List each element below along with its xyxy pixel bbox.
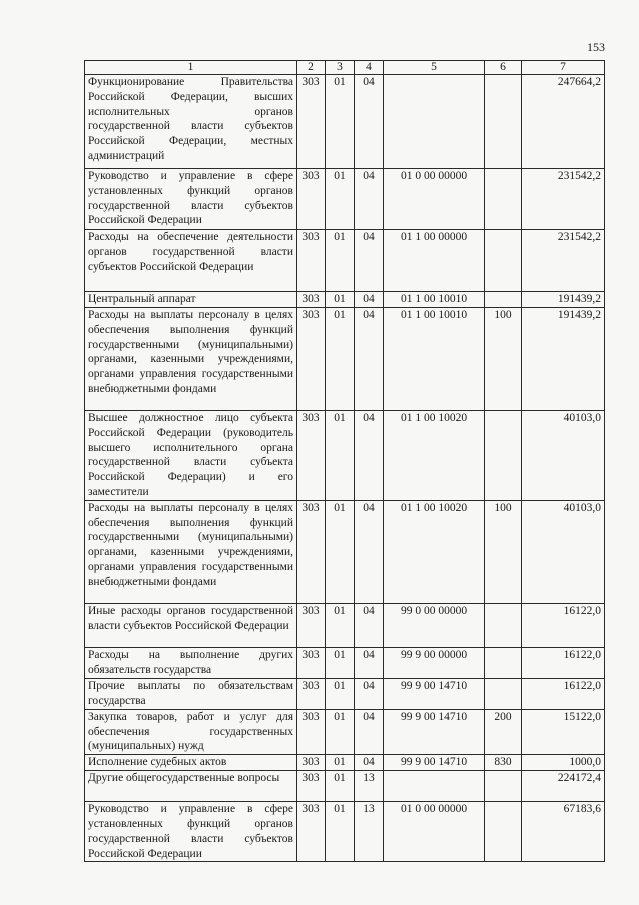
column-header-6: 6 — [485, 61, 522, 75]
amount: 224172,4 — [522, 771, 605, 802]
ministry-code: 303 — [297, 603, 326, 647]
ministry-code: 303 — [297, 75, 326, 169]
section-code: 01 — [326, 500, 355, 603]
expense-name: Высшее должностное лицо субъекта Российской Федерации (руководитель высшего исполнительного органа государственной власти субъекта Российской Федерации) и его заместители — [85, 411, 297, 501]
amount: 40103,0 — [522, 411, 605, 501]
subsection-code: 13 — [355, 802, 384, 862]
expense-type-code: 100 — [485, 500, 522, 603]
target-article-code: 99 9 00 00000 — [384, 647, 485, 678]
section-code: 01 — [326, 308, 355, 411]
target-article-code: 99 0 00 00000 — [384, 603, 485, 647]
table-row — [85, 647, 605, 678]
table-row — [85, 802, 605, 862]
subsection-code: 04 — [355, 755, 384, 771]
target-article-code — [384, 771, 485, 802]
amount: 16122,0 — [522, 603, 605, 647]
expense-name: Расходы на обеспечение деятельности органов государственной власти субъектов Российской Федерации — [85, 230, 297, 292]
table-row — [85, 411, 605, 501]
amount: 231542,2 — [522, 230, 605, 292]
target-article-code: 01 1 00 00000 — [384, 230, 485, 292]
table-row — [85, 771, 605, 802]
amount: 16122,0 — [522, 678, 605, 709]
ministry-code: 303 — [297, 802, 326, 862]
target-article-code: 01 1 00 10010 — [384, 292, 485, 308]
expense-name: Функционирование Правительства Российской Федерации, высших исполнительных органов государственной власти субъектов Российской Федерации, местных администраций — [85, 75, 297, 169]
section-code: 01 — [326, 292, 355, 308]
expense-name: Прочие выплаты по обязательствам государства — [85, 678, 297, 709]
target-article-code: 01 0 00 00000 — [384, 169, 485, 230]
ministry-code: 303 — [297, 308, 326, 411]
target-article-code: 01 1 00 10020 — [384, 411, 485, 501]
table-row — [85, 603, 605, 647]
expense-type-code — [485, 292, 522, 308]
amount: 247664,2 — [522, 75, 605, 169]
expense-name: Расходы на выплаты персоналу в целях обеспечения выполнения функций государственными (муниципальными) органами, казенными учреждениями, органами управления государственными внебюджетными фондами — [85, 500, 297, 603]
section-code: 01 — [326, 709, 355, 754]
column-header-7: 7 — [522, 61, 605, 75]
target-article-code: 01 1 00 10020 — [384, 500, 485, 603]
section-code: 01 — [326, 169, 355, 230]
subsection-code: 04 — [355, 647, 384, 678]
expense-type-code: 200 — [485, 709, 522, 754]
subsection-code: 04 — [355, 603, 384, 647]
subsection-code: 04 — [355, 411, 384, 501]
table-row — [85, 169, 605, 230]
table-row — [85, 308, 605, 411]
table-row — [85, 500, 605, 603]
amount: 191439,2 — [522, 308, 605, 411]
target-article-code: 01 1 00 10010 — [384, 308, 485, 411]
expense-type-code — [485, 771, 522, 802]
expense-type-code: 830 — [485, 755, 522, 771]
expense-type-code — [485, 647, 522, 678]
subsection-code: 04 — [355, 292, 384, 308]
amount: 191439,2 — [522, 292, 605, 308]
section-code: 01 — [326, 230, 355, 292]
ministry-code: 303 — [297, 411, 326, 501]
amount: 1000,0 — [522, 755, 605, 771]
column-header-4: 4 — [355, 61, 384, 75]
subsection-code: 04 — [355, 75, 384, 169]
expense-type-code — [485, 230, 522, 292]
section-code: 01 — [326, 603, 355, 647]
amount: 16122,0 — [522, 647, 605, 678]
target-article-code: 99 9 00 14710 — [384, 678, 485, 709]
table-row — [85, 678, 605, 709]
section-code: 01 — [326, 411, 355, 501]
ministry-code: 303 — [297, 709, 326, 754]
expense-name: Закупка товаров, работ и услуг для обеспечения государственных (муниципальных) нужд — [85, 709, 297, 754]
section-code: 01 — [326, 75, 355, 169]
expense-type-code — [485, 603, 522, 647]
ministry-code: 303 — [297, 292, 326, 308]
expense-name: Руководство и управление в сфере установленных функций органов государственной власти субъектов Российской Федерации — [85, 169, 297, 230]
table-row — [85, 755, 605, 771]
expense-name: Центральный аппарат — [85, 292, 297, 308]
expense-name: Расходы на выполнение других обязательств государства — [85, 647, 297, 678]
amount: 67183,6 — [522, 802, 605, 862]
section-code: 01 — [326, 755, 355, 771]
expense-type-code: 100 — [485, 308, 522, 411]
target-article-code — [384, 75, 485, 169]
subsection-code: 04 — [355, 308, 384, 411]
table-row — [85, 230, 605, 292]
column-header-3: 3 — [326, 61, 355, 75]
table-row — [85, 709, 605, 754]
section-code: 01 — [326, 647, 355, 678]
subsection-code: 04 — [355, 678, 384, 709]
ministry-code: 303 — [297, 500, 326, 603]
column-header-2: 2 — [297, 61, 326, 75]
ministry-code: 303 — [297, 678, 326, 709]
target-article-code: 99 9 00 14710 — [384, 755, 485, 771]
table-row — [85, 292, 605, 308]
target-article-code: 01 0 00 00000 — [384, 802, 485, 862]
expense-type-code — [485, 678, 522, 709]
ministry-code: 303 — [297, 230, 326, 292]
subsection-code: 04 — [355, 500, 384, 603]
page-number: 153 — [587, 40, 605, 54]
section-code: 01 — [326, 678, 355, 709]
subsection-code: 04 — [355, 230, 384, 292]
header-row — [85, 61, 605, 75]
ministry-code: 303 — [297, 647, 326, 678]
subsection-code: 13 — [355, 771, 384, 802]
section-code: 01 — [326, 771, 355, 802]
target-article-code: 99 9 00 14710 — [384, 709, 485, 754]
column-header-5: 5 — [384, 61, 485, 75]
amount: 231542,2 — [522, 169, 605, 230]
expense-type-code — [485, 75, 522, 169]
expense-name: Иные расходы органов государственной власти субъектов Российской Федерации — [85, 603, 297, 647]
expense-type-code — [485, 169, 522, 230]
table-row — [85, 75, 605, 169]
expense-name: Руководство и управление в сфере установленных функций органов государственной власти субъектов Российской Федерации — [85, 802, 297, 862]
ministry-code: 303 — [297, 771, 326, 802]
expense-name: Исполнение судебных актов — [85, 755, 297, 771]
ministry-code: 303 — [297, 169, 326, 230]
subsection-code: 04 — [355, 709, 384, 754]
subsection-code: 04 — [355, 169, 384, 230]
amount: 40103,0 — [522, 500, 605, 603]
ministry-code: 303 — [297, 755, 326, 771]
expense-name: Другие общегосударственные вопросы — [85, 771, 297, 802]
expense-type-code — [485, 411, 522, 501]
amount: 15122,0 — [522, 709, 605, 754]
expense-type-code — [485, 802, 522, 862]
column-header-1: 1 — [85, 61, 297, 75]
section-code: 01 — [326, 802, 355, 862]
budget-table — [84, 60, 605, 862]
expense-name: Расходы на выплаты персоналу в целях обеспечения выполнения функций государственными (муниципальными) органами, казенными учреждениями, органами управления государственными внебюджетными фондами — [85, 308, 297, 411]
